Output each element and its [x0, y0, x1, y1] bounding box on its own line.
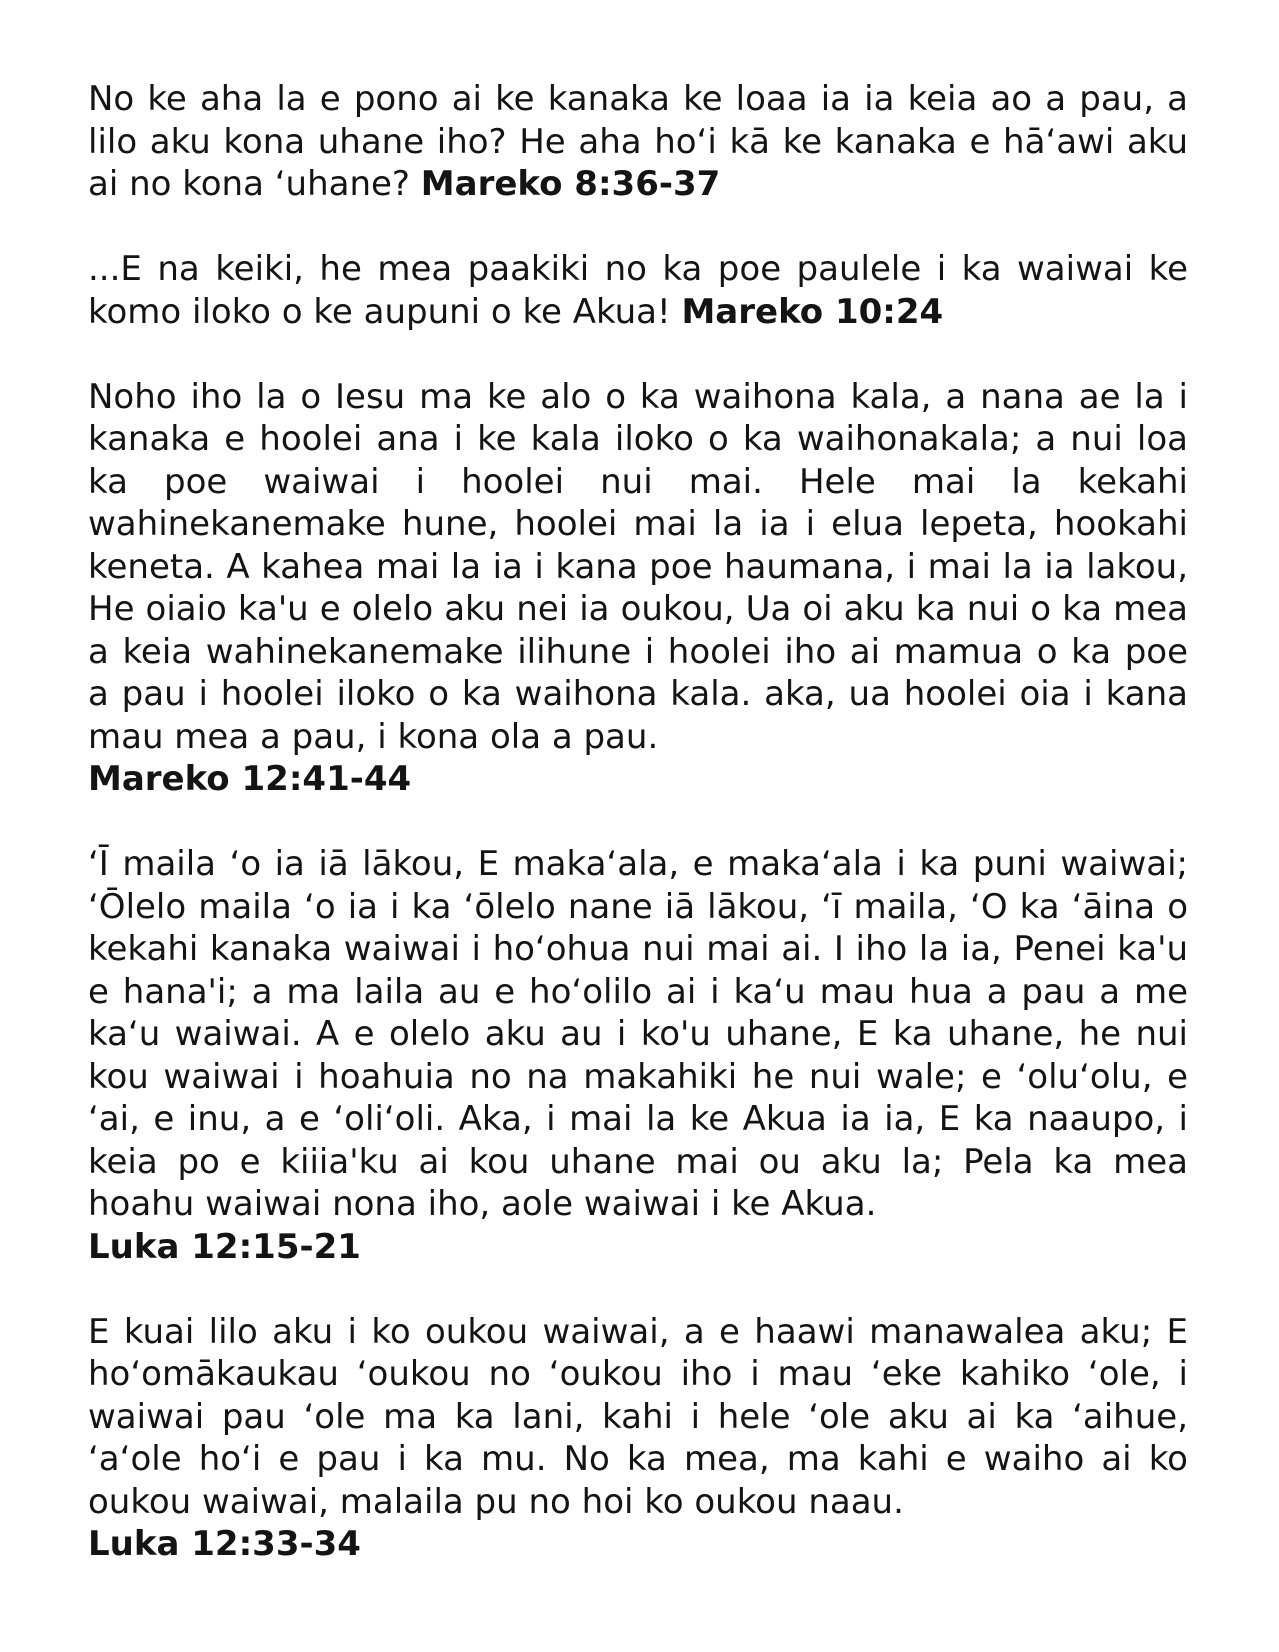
scripture-reference: Luka 12:33-34: [88, 1524, 361, 1564]
passage-text: [88, 248, 1188, 333]
passage-mareko-10: [88, 248, 1188, 333]
passage-luka-12-15: [88, 843, 1188, 1268]
scripture-reference: Mareko 8:36-37: [420, 164, 721, 204]
scripture-reference: Luka 12:15-21: [88, 1226, 361, 1267]
verse-text: No ke aha la e pono ai ke kanaka ke loaa ia ia keia ao a pau, a lilo aku kona uhane iho? He aha hoʻi kā ke kanaka e hāʻawi aku ai no kona ʻuhane?: [88, 79, 1188, 204]
passage-mareko-8: [88, 78, 1188, 206]
scripture-reference: Mareko 12:41-44: [88, 759, 412, 799]
verse-text: ...E na keiki, he mea paakiki no ka poe paulele i ka waiwai ke komo iloko o ke aupuni o ke Akua!: [88, 249, 1188, 332]
passage-luka-12-33: [88, 1311, 1188, 1566]
passage-text: [88, 78, 1188, 206]
verse-text: E kuai lilo aku i ko oukou waiwai, a e haawi manawalea aku; E hoʻomākaukau ʻoukou no ʻoukou iho i mau ʻeke kahiko ʻole, i waiwai pau ʻole ma ka lani, kahi i hele ʻole aku ai ka ʻaihue, ʻaʻole hoʻi e pau i ka mu. No ka mea, ma kahi e waiho ai ko oukou waiwai, malaila pu no hoi ko oukou naau.: [88, 1311, 1188, 1522]
scripture-reference: Mareko 10:24: [681, 291, 944, 332]
document-page: [88, 78, 1188, 1608]
passage-mareko-12: [88, 376, 1188, 801]
verse-text: ʻĪ maila ʻo ia iā lākou, E makaʻala, e makaʻala i ka puni waiwai; ʻŌlelo maila ʻo ia i ka ʻōlelo nane iā lākou, ʻī maila, ʻO ka ʻāina o kekahi kanaka waiwai i hoʻohua nui mai ai. I iho la ia, Penei ka'u e hana'i; a ma laila au e hoʻolilo ai i kaʻu mau hua a pau a me kaʻu waiwai. A e olelo aku au i ko'u uhane, E ka uhane, he nui kou waiwai i hoahuia no na makahiki he nui wale; e ʻoluʻolu, e ʻai, e inu, a e ʻoliʻoli. Aka, i mai la ke Akua ia ia, E ka naaupo, i keia po e kiiia'ku ai kou uhane mai ou aku la; Pela ka mea hoahu waiwai nona iho, aole waiwai i ke Akua.: [88, 844, 1188, 1224]
verse-text: Noho iho la o Iesu ma ke alo o ka waihona kala, a nana ae la i kanaka e hoolei ana i ke kala iloko o ka waihonakala; a nui loa ka poe waiwai i hoolei nui mai. Hele mai la kekahi wahinekanemake hune, hoolei mai la ia i elua lepeta, hookahi keneta. A kahea mai la ia i kana poe haumana, i mai la ia lakou, He oiaio ka'u e olelo aku nei ia oukou, Ua oi aku ka nui o ka mea a keia wahinekanemake ilihune i hoolei iho ai mamua o ka poe a pau i hoolei iloko o ka waihona kala. aka, ua hoolei oia i kana mau mea a pau, i kona ola a pau.: [88, 376, 1188, 757]
